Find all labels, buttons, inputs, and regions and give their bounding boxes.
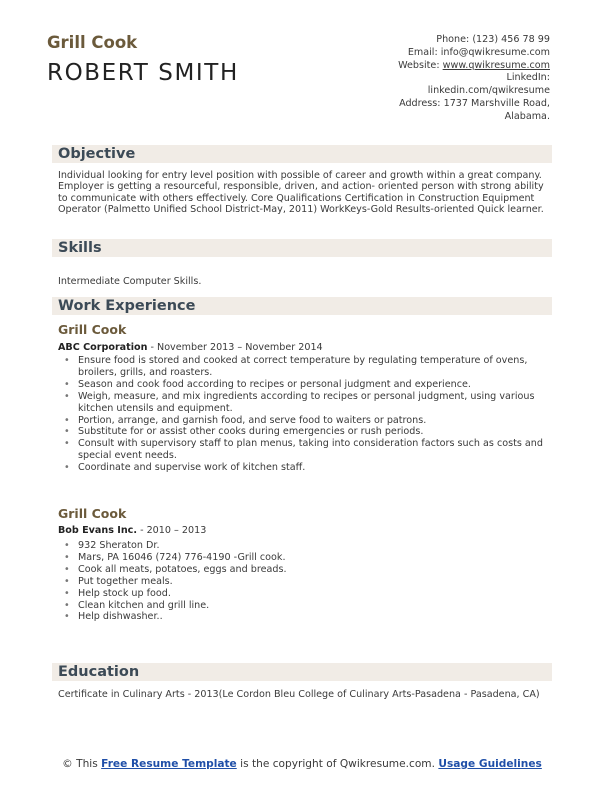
list-item: • Help stock up food. — [64, 588, 548, 600]
education-section-header — [52, 663, 552, 681]
skills-heading: Skills — [58, 240, 102, 256]
list-item: • Mars, PA 16046 (724) 776-4190 -Grill cook. — [64, 552, 548, 564]
list-item: • Ensure food is stored and cooked at correct temperature by regulating temperature of ovens, broilers, grills, and roasters. — [64, 355, 548, 379]
list-item: • Clean kitchen and grill line. — [64, 600, 548, 612]
contact-linkedin-label: LinkedIn: — [506, 72, 550, 84]
job-1-title: Grill Cook — [58, 322, 127, 337]
job-title: Grill Cook — [47, 33, 138, 52]
list-item: • Weigh, measure, and mix ingredients according to recipes or personal judgment, using various kitchen utensils and equipment. — [64, 391, 548, 415]
objective-heading: Objective — [58, 146, 136, 162]
objective-section-header — [52, 145, 552, 163]
website-link[interactable]: www.qwikresume.com — [442, 59, 550, 71]
candidate-name: ROBERT SMITH — [47, 60, 239, 86]
contact-block — [398, 34, 550, 124]
education-text: Certificate in Culinary Arts - 2013(Le Cordon Bleu College of Culinary Arts-Pasadena - Pasadena, CA) — [58, 689, 540, 700]
contact-website: Website: www.qwikresume.com — [398, 59, 550, 71]
skills-section-header — [52, 239, 552, 257]
footer — [52, 758, 552, 772]
job-2-dates: - 2010 – 2013 — [137, 525, 207, 536]
contact-linkedin[interactable]: linkedin.com/qwikresume — [427, 85, 550, 97]
list-item: • Consult with supervisory staff to plan menus, taking into consideration factors such as costs and special event needs. — [64, 438, 548, 462]
free-resume-template-link[interactable]: Free Resume Template — [101, 758, 237, 770]
list-item: • Substitute for or assist other cooks during emergencies or rush periods. — [64, 426, 548, 438]
list-item: • Portion, arrange, and garnish food, and serve food to waiters or patrons. — [64, 415, 548, 427]
contact-address: Address: 1737 Marshville Road, — [399, 97, 550, 109]
list-item: • Help dishwasher.. — [64, 611, 548, 623]
job-2-title: Grill Cook — [58, 506, 127, 521]
job-1-bullets — [64, 355, 548, 474]
list-item: • Season and cook food according to recipes or personal judgment and experience. — [64, 379, 548, 391]
experience-section-header — [52, 297, 552, 315]
job-1-dates: - November 2013 – November 2014 — [147, 342, 323, 353]
experience-heading: Work Experience — [58, 298, 196, 314]
job-2-company-line — [58, 525, 206, 536]
job-2-company: Bob Evans Inc. — [58, 525, 138, 536]
education-heading: Education — [58, 664, 140, 680]
contact-phone: Phone: (123) 456 78 99 — [436, 34, 550, 45]
job-2-bullets — [64, 540, 548, 623]
list-item: • 932 Sheraton Dr. — [64, 540, 548, 552]
objective-text: Individual looking for entry level position with possible of career and growth within a great company. Employer is getting a resourceful, responsible, driven, and action- oriented person with strong ability to communicate with others effectively. Core Qualifications Certification in Construction Equipment Operator (Palmetto Unified School District-May, 2011) WorkKeys-Gold Results-oriented Quick learner. — [58, 170, 544, 216]
job-1-company-line — [58, 342, 323, 353]
list-item: • Cook all meats, potatoes, eggs and breads. — [64, 564, 548, 576]
list-item: • Put together meals. — [64, 576, 548, 588]
footer-middle-text: is the copyright of Qwikresume.com. — [240, 758, 435, 770]
skills-text: Intermediate Computer Skills. — [58, 276, 202, 287]
usage-guidelines-link[interactable]: Usage Guidelines — [438, 758, 542, 770]
contact-email: Email: info@qwikresume.com — [407, 46, 550, 58]
contact-address-line2: Alabama. — [504, 110, 550, 122]
footer-copyright: © This — [62, 758, 98, 770]
list-item: • Coordinate and supervise work of kitchen staff. — [64, 462, 548, 474]
job-1-company: ABC Corporation — [58, 342, 148, 353]
